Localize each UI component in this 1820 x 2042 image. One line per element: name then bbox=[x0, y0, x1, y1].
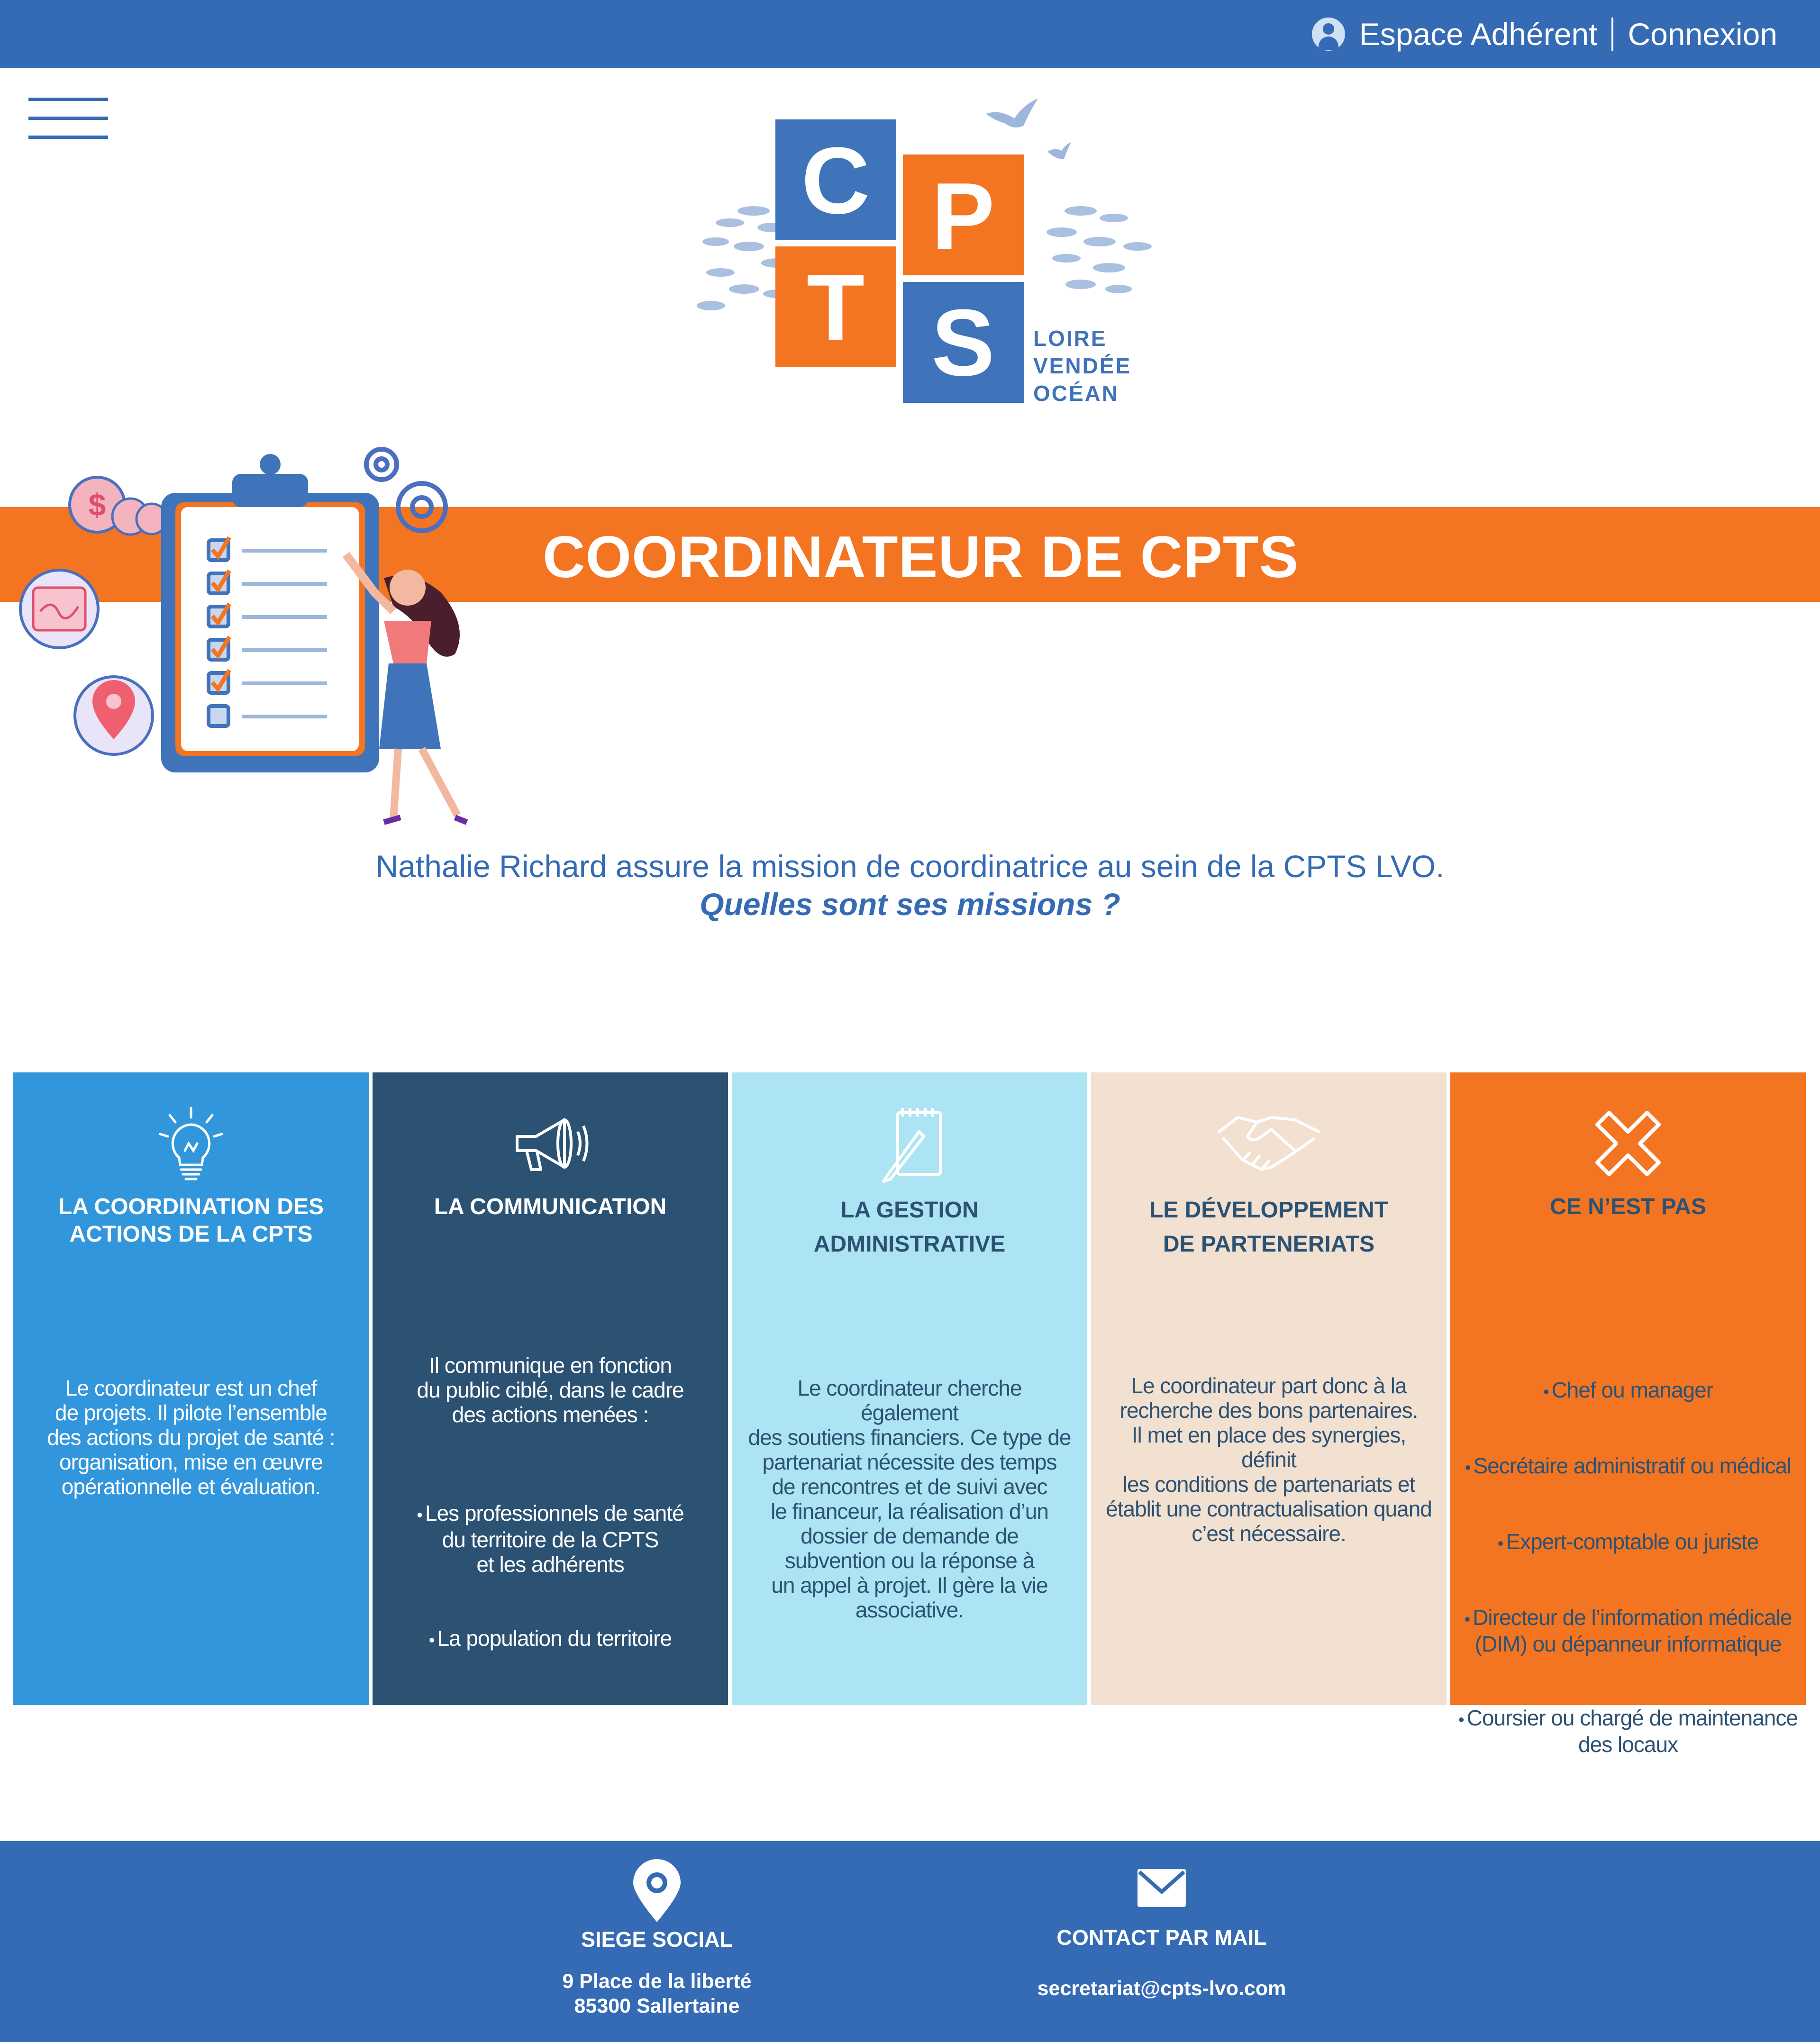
calendar-icon bbox=[20, 570, 98, 648]
envelope-icon bbox=[1136, 1867, 1188, 1910]
hamburger-menu-icon[interactable] bbox=[28, 98, 108, 140]
logo-letter-c: C bbox=[801, 128, 870, 234]
logo-letter-t: T bbox=[806, 255, 865, 361]
top-bar bbox=[0, 0, 1820, 68]
divider bbox=[1611, 18, 1613, 51]
footer bbox=[0, 1841, 1820, 2042]
handshake-icon bbox=[1214, 1103, 1323, 1184]
card-communication bbox=[373, 1072, 728, 1726]
page-title: COORDINATEUR DE CPTS bbox=[543, 525, 1299, 590]
checklist-illustration bbox=[14, 436, 488, 834]
list-item: • Les partenaires bbox=[387, 1702, 714, 1728]
logo-letter-p: P bbox=[931, 163, 995, 269]
contact-title: CONTACT PAR MAIL bbox=[1056, 1925, 1267, 1950]
card-partnerships bbox=[1091, 1072, 1447, 1705]
list-item: • Les professionnels de santé du territoire de la CPTS et les adhérents bbox=[387, 1501, 714, 1577]
logo-region-line: LOIRE bbox=[1033, 326, 1107, 351]
list-item: • La population du territoire bbox=[387, 1626, 714, 1652]
cross-icon bbox=[1588, 1103, 1668, 1184]
card-body: Le coordinateur part donc à la recherche des bons partenaires. Il met en place des synergies, définit les conditions de partenariats et établit une contractualisation quand c’est nécessaire. bbox=[1106, 1373, 1432, 1546]
card-body: Le coordinateur cherche également des soutiens financiers. Ce type de partenariat nécessite des temps de rencontres et de suivi avec le financeur, la réalisation d’un dossier de demande de subvention ou la réponse à un appel à projet. Il gère la vie associative. bbox=[748, 1376, 1071, 1622]
card-body-list bbox=[387, 1328, 714, 1778]
intro-question: Quelles sont ses missions ? bbox=[700, 887, 1120, 922]
notepad-pencil-icon bbox=[869, 1103, 950, 1184]
lightbulb-icon bbox=[151, 1103, 231, 1184]
card-intro: Il communique en fonction du public ciblé, dans le cadre des actions menées : bbox=[417, 1353, 684, 1427]
card-not-role bbox=[1450, 1072, 1806, 1757]
list-item: • Chef ou manager bbox=[1455, 1378, 1801, 1404]
logo-region-line: OCÉAN bbox=[1033, 381, 1119, 406]
coins-icon bbox=[70, 477, 167, 535]
member-space-link[interactable]: Espace Adhérent bbox=[1359, 17, 1598, 52]
bird-decoration bbox=[986, 99, 1071, 159]
megaphone-icon bbox=[508, 1103, 593, 1184]
card-body-list bbox=[1455, 1328, 1801, 1806]
cpts-logo[interactable] bbox=[664, 95, 1166, 417]
card-title: LA COORDINATION DES ACTIONS DE LA CPTS bbox=[58, 1194, 324, 1247]
location-pin-icon bbox=[75, 677, 153, 754]
location-pin-icon bbox=[631, 1858, 683, 1924]
contact-email[interactable]: secretariat@cpts-lvo.com bbox=[1037, 1977, 1286, 2000]
member-links bbox=[1312, 17, 1777, 51]
card-title: CE N’EST PAS bbox=[1550, 1194, 1706, 1219]
address-title: SIEGE SOCIAL bbox=[581, 1927, 733, 1951]
login-link[interactable]: Connexion bbox=[1628, 17, 1777, 52]
card-administration bbox=[732, 1072, 1087, 1705]
card-body: Le coordinateur est un chef de projets. Il pilote l’ensemble des actions du projet de santé : organisation, mise en œuvre opérationnelle et évaluation. bbox=[47, 1376, 335, 1499]
list-item: • Expert-comptable ou juriste bbox=[1455, 1529, 1801, 1556]
card-title: LA COMMUNICATION bbox=[434, 1194, 667, 1219]
card-title: LE DÉVELOPPEMENT DE PARTENERIATS bbox=[1149, 1198, 1389, 1257]
card-title: LA GESTION ADMINISTRATIVE bbox=[813, 1198, 1006, 1257]
list-item: • Secrétaire administratif ou médical bbox=[1455, 1453, 1801, 1480]
logo-region-line: VENDÉE bbox=[1033, 354, 1132, 378]
address-text: 9 Place de la liberté 85300 Sallertaine bbox=[562, 1970, 752, 2017]
logo-letter-s: S bbox=[931, 290, 995, 396]
svg-text:$: $ bbox=[88, 487, 106, 522]
list-item: • Coursier ou chargé de maintenance des locaux bbox=[1455, 1706, 1801, 1757]
user-icon[interactable] bbox=[1312, 18, 1345, 51]
card-coordination bbox=[13, 1072, 369, 1705]
intro-text: Nathalie Richard assure la mission de coordinatrice au sein de la CPTS LVO. bbox=[375, 849, 1445, 884]
list-item: • Directeur de l’information médicale (DIM) ou dépanneur informatique bbox=[1455, 1605, 1801, 1656]
